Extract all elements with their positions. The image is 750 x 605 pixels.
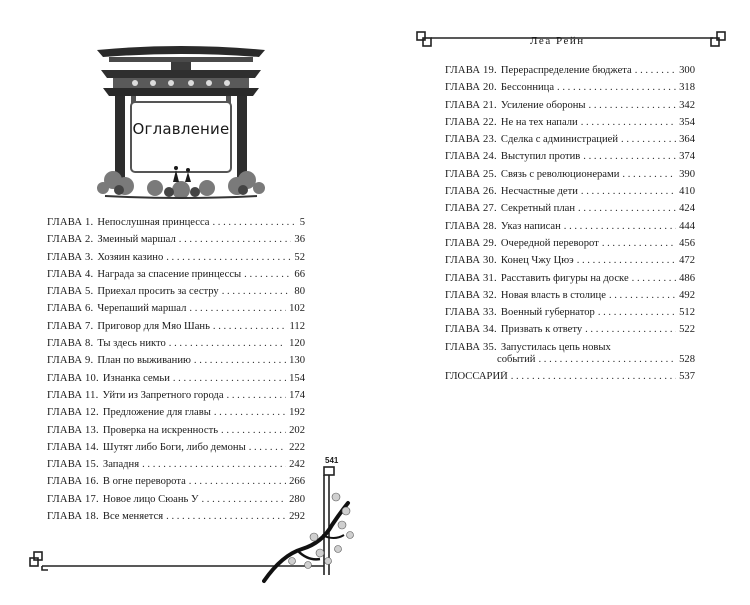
toc-entry[interactable]: ГЛАВА 24. Выступил против . . . 374 <box>445 151 695 168</box>
toc-entry[interactable]: ГЛАВА 21. Усиление обороны . . . 342 <box>445 100 695 117</box>
toc-entry[interactable]: ГЛАВА 6. Черепаший маршал . . . 102 <box>47 303 305 320</box>
toc-entry[interactable]: ГЛАВА 27. Секретный план . . . 424 <box>445 203 695 220</box>
toc-entry-glossary[interactable]: ГЛОССАРИЙ . . . 537 <box>445 371 695 388</box>
toc-entry[interactable]: ГЛАВА 30. Конец Чжу Цюэ . . . 472 <box>445 255 695 272</box>
toc-entry[interactable]: ГЛАВА 4. Награда за спасение принцессы . . . 66 <box>47 269 305 286</box>
toc-entry[interactable]: ГЛАВА 33. Военный губернатор . . . 512 <box>445 307 695 324</box>
toc-entry[interactable]: ГЛАВА 35. Запустилась цепь новых событий . . . 528 <box>445 342 695 371</box>
toc-entry[interactable]: ГЛАВА 7. Приговор для Мяо Шань . . . 112 <box>47 321 305 338</box>
toc-entry[interactable]: ГЛАВА 23. Сделка с администрацией . . . 364 <box>445 134 695 151</box>
toc-entry[interactable]: ГЛАВА 28. Указ написан . . . 444 <box>445 221 695 238</box>
running-head-author: Леа Рейн <box>530 35 585 47</box>
toc-entry[interactable]: ГЛАВА 20. Бессонница . . . 318 <box>445 82 695 99</box>
toc-entry[interactable]: ГЛАВА 3. Хозяин казино . . . 52 <box>47 252 305 269</box>
toc-entry[interactable]: ГЛАВА 13. Проверка на искренность . . . 202 <box>47 425 305 442</box>
toc-entry[interactable]: ГЛАВА 9. План по выживанию . . . 130 <box>47 355 305 372</box>
toc-entry[interactable]: ГЛАВА 11. Уйти из Запретного города . . . 174 <box>47 390 305 407</box>
toc-entry[interactable]: ГЛАВА 34. Призвать к ответу . . . 522 <box>445 324 695 341</box>
toc-entry[interactable]: ГЛАВА 5. Приехал просить за сестру . . . 80 <box>47 286 305 303</box>
cherry-blossom-branch-illustration <box>262 465 357 585</box>
toc-entry[interactable]: ГЛАВА 16. В огне переворота . . . 266 <box>47 476 305 493</box>
toc-entry[interactable]: ГЛАВА 12. Предложение для главы . . . 192 <box>47 407 305 424</box>
toc-entry[interactable]: ГЛАВА 18. Все меняется . . . 292 <box>47 511 305 528</box>
contents-heading: Оглавление <box>132 120 230 138</box>
toc-entry[interactable]: ГЛАВА 32. Новая власть в столице . . . 492 <box>445 290 695 307</box>
toc-list-right <box>445 65 695 388</box>
toc-entry[interactable]: ГЛАВА 22. Не на тех напали . . . 354 <box>445 117 695 134</box>
toc-entry[interactable]: ГЛАВА 19. Перераспределение бюджета . . . 300 <box>445 65 695 82</box>
toc-entry[interactable]: ГЛАВА 14. Шутят либо Боги, либо демоны . . . 222 <box>47 442 305 459</box>
toc-entry[interactable]: ГЛАВА 17. Новое лицо Сюань У . . . 280 <box>47 494 305 511</box>
page-number: 541 <box>325 456 339 465</box>
toc-entry[interactable]: ГЛАВА 2. Змеиный маршал . . . 36 <box>47 234 305 251</box>
toc-entry[interactable]: ГЛАВА 1. Непослушная принцесса . . . 5 <box>47 217 305 234</box>
toc-entry[interactable]: ГЛАВА 29. Очередной переворот . . . 456 <box>445 238 695 255</box>
toc-entry[interactable]: ГЛАВА 26. Несчастные дети . . . 410 <box>445 186 695 203</box>
toc-entry[interactable]: ГЛАВА 8. Ты здесь никто . . . 120 <box>47 338 305 355</box>
right-page <box>375 0 750 605</box>
toc-entry[interactable]: ГЛАВА 15. Западня . . . 242 <box>47 459 305 476</box>
toc-entry[interactable]: ГЛАВА 10. Изнанка семьи . . . 154 <box>47 373 305 390</box>
toc-entry[interactable]: ГЛАВА 31. Расставить фигуры на доске . . . 486 <box>445 273 695 290</box>
toc-entry[interactable]: ГЛАВА 25. Связь с революционерами . . . 390 <box>445 169 695 186</box>
